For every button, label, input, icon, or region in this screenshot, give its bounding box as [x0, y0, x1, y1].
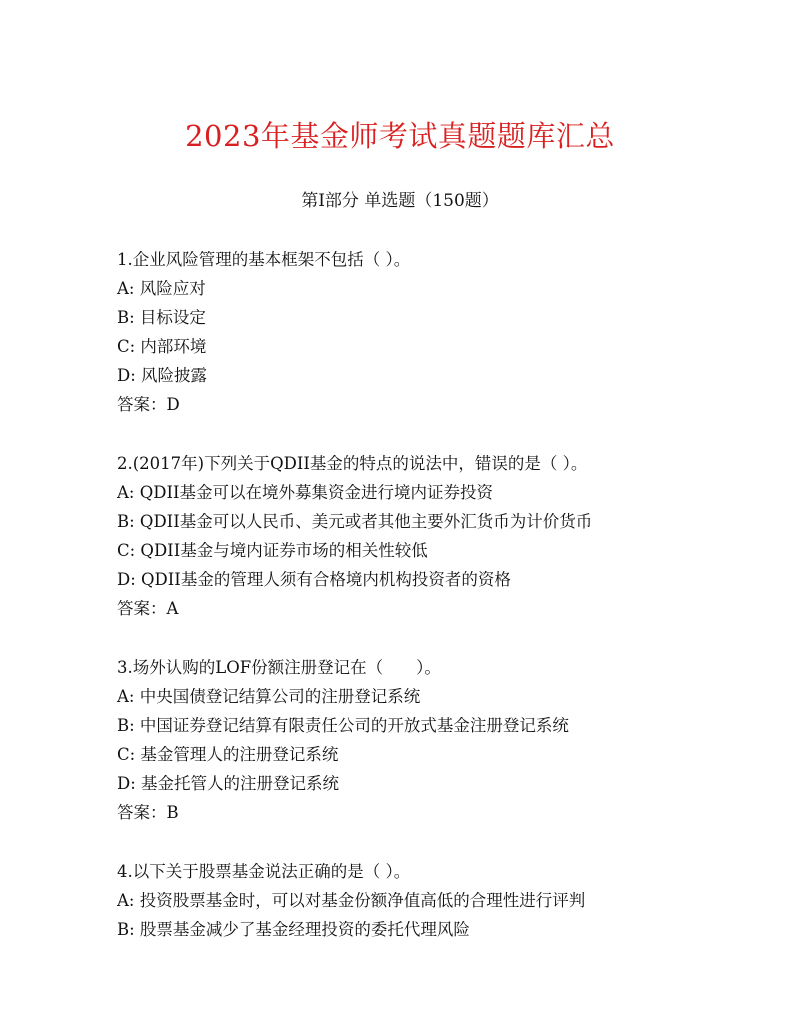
option-d: D: 风险披露 — [117, 366, 208, 385]
question-stem: 4.以下关于股票基金说法正确的是（ ）。 — [117, 862, 411, 881]
question-stem: 2.(2017年)下列关于QDII基金的特点的说法中，错误的是（ ）。 — [117, 454, 588, 473]
option-b: B: 目标设定 — [117, 308, 206, 327]
question-list — [117, 245, 777, 974]
option-a: A: QDII基金可以在境外募集资金进行境内证券投资 — [117, 483, 494, 502]
option-c: C: 内部环境 — [117, 337, 207, 356]
option-c: C: QDII基金与境内证券市场的相关性较低 — [117, 541, 428, 560]
question-item — [117, 449, 777, 623]
option-b: B: 股票基金减少了基金经理投资的委托代理风险 — [117, 920, 470, 939]
document-title: 2023年基金师考试真题题库汇总 — [185, 119, 615, 153]
section-heading: 第I部分 单选题（150题） — [301, 191, 499, 211]
option-a: A: 投资股票基金时，可以对基金份额净值高低的合理性进行评判 — [117, 891, 586, 910]
question-item — [117, 245, 777, 419]
question-item — [117, 857, 777, 944]
option-d: D: 基金托管人的注册登记系统 — [117, 774, 340, 793]
answer-line: 答案：A — [117, 599, 179, 618]
option-d: D: QDII基金的管理人须有合格境内机构投资者的资格 — [117, 570, 511, 589]
question-stem: 1.企业风险管理的基本框架不包括（ ）。 — [117, 250, 411, 269]
answer-line: 答案：B — [117, 803, 179, 822]
option-b: B: QDII基金可以人民币、美元或者其他主要外汇货币为计价货币 — [117, 512, 593, 531]
option-a: A: 中央国债登记结算公司的注册登记系统 — [117, 687, 421, 706]
option-c: C: 基金管理人的注册登记系统 — [117, 745, 339, 764]
option-b: B: 中国证券登记结算有限责任公司的开放式基金注册登记系统 — [117, 716, 569, 735]
option-a: A: 风险应对 — [117, 279, 206, 298]
question-item — [117, 653, 777, 827]
answer-line: 答案：D — [117, 395, 180, 414]
question-stem: 3.场外认购的LOF份额注册登记在（ ）。 — [117, 658, 441, 677]
